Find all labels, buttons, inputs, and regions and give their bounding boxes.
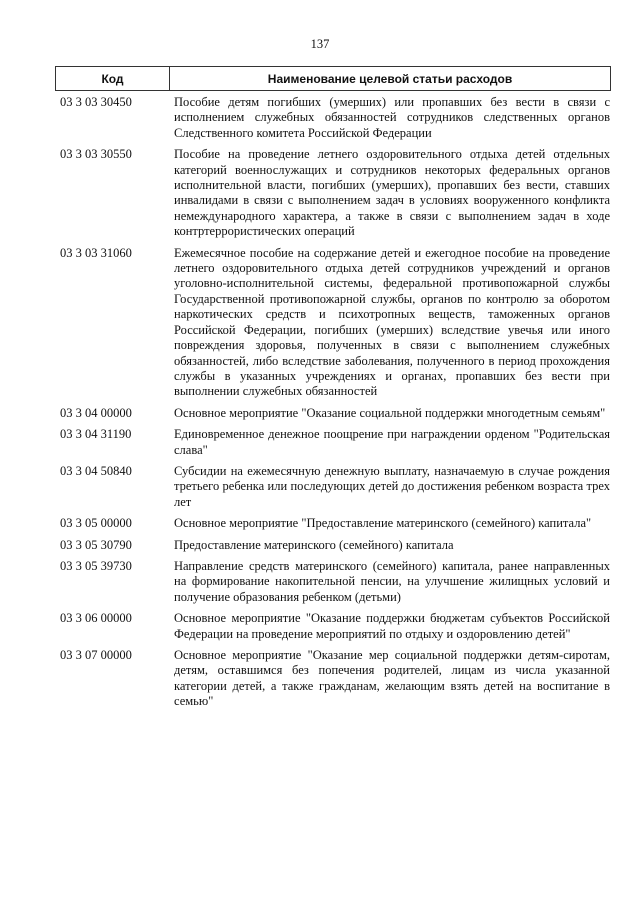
row-code: 03 3 05 00000 <box>60 516 132 531</box>
table-row <box>55 516 611 531</box>
table-row <box>55 246 611 400</box>
table-row <box>55 538 611 553</box>
row-name: Основное мероприятие "Предоставление материнского (семейного) капитала" <box>174 516 592 531</box>
row-name: Основное мероприятие "Оказание мер социальной поддержки детям-сиротам, детям, оставшимся без попечения родителей, лицам из числа указанной категории детей, а также гражданам, желающим взять детей на воспитание в семью" <box>174 648 610 709</box>
row-code: 03 3 03 30450 <box>60 95 132 109</box>
header-code: Код <box>56 67 170 90</box>
table-row <box>55 95 611 141</box>
budget-table <box>55 66 611 710</box>
row-name: Пособие детям погибших (умерших) или пропавших без вести в связи с исполнением служебных обязанностей сотрудников следственных органов Следственного комитета Российской Федерации <box>174 95 610 140</box>
table-row <box>55 406 611 421</box>
page-number: 137 <box>310 37 330 51</box>
row-code: 03 3 05 30790 <box>60 537 132 552</box>
row-name: Направление средств материнского (семейного) капитала, ранее направленных на формирование накопительной пенсии, на улучшение жилищных условий и получение образования ребенком (детьми) <box>174 558 610 604</box>
row-code: 03 3 04 31190 <box>60 427 132 442</box>
table-header <box>55 66 611 91</box>
row-code: 03 3 07 00000 <box>60 648 132 662</box>
row-name: Единовременное денежное поощрение при награждении орденом "Родительская слава" <box>174 427 610 457</box>
table-body <box>55 95 611 710</box>
table-row <box>55 559 611 605</box>
row-code: 03 3 04 50840 <box>60 463 132 478</box>
row-code: 03 3 03 31060 <box>60 245 132 260</box>
table-row <box>55 464 611 510</box>
row-name: Предоставление материнского (семейного) капитала <box>174 537 454 552</box>
row-code: 03 3 05 39730 <box>60 558 132 573</box>
row-name: Основное мероприятие "Оказание поддержки бюджетам субъектов Российской Федерации на проведение мероприятий по отдыху и оздоровлению детей" <box>174 611 610 641</box>
table-row <box>55 648 611 710</box>
table-row <box>55 611 611 642</box>
table-row <box>55 427 611 458</box>
row-name: Основное мероприятие "Оказание социальной поддержки многодетным семьям" <box>174 405 606 420</box>
header-name: Наименование целевой статьи расходов <box>267 71 513 86</box>
row-code: 03 3 06 00000 <box>60 611 132 626</box>
row-name: Пособие на проведение летнего оздоровительного отдыха детей отдельных категорий военнослужащих и сотрудников некоторых федеральных органов исполнительной власти, погибших (умерших), пропавших без вести, ставших инвалидами в связи с выполнением задач в условиях вооруженного конфликта немеждународного характера, а также в связи с выполнением задач в ходе контртеррористических операций <box>174 147 610 239</box>
row-name: Субсидии на ежемесячную денежную выплату, назначаемую в случае рождения третьего ребенка или последующих детей до достижения ребенком возраста трех лет <box>174 463 610 509</box>
row-code: 03 3 04 00000 <box>60 405 132 420</box>
row-code: 03 3 03 30550 <box>60 147 132 162</box>
row-name: Ежемесячное пособие на содержание детей и ежегодное пособие на проведение летнего оздоровительного отдыха детей сотрудников учреждений и органов уголовно-исполнительной системы, федеральной противопожарной службы Государственной противопожарной службы, органов по контролю за оборотом наркотических средств и психотропных веществ, таможенных органов Российской Федерации, погибших (умерших) вследствие увечья или иного повреждения здоровья, полученных в связи с выполнением служебных обязанностей, либо вследствие заболевания, полученного в период прохождения службы в указанных учреждениях и органах, пропавших без вести при выполнении служебных обязанностей <box>174 245 610 399</box>
table-row <box>55 147 611 239</box>
